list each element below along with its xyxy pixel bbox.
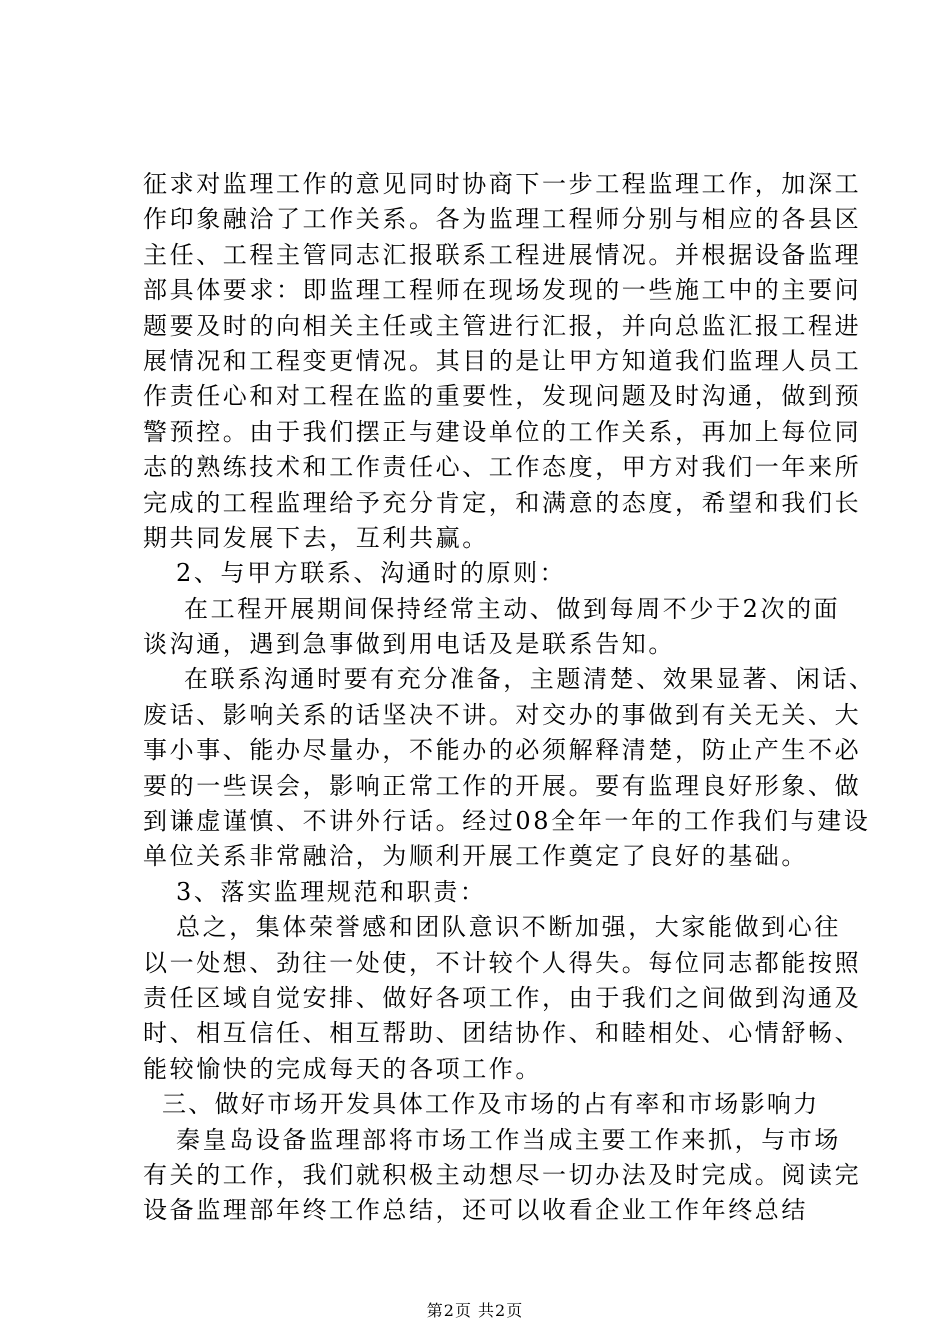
paragraph-line: 要的一些误会，影响正常工作的开展。要有监理良好形象、做 — [143, 771, 862, 800]
paragraph-line: 题要及时的向相关主任或主管进行汇报，并向总监汇报工程进 — [143, 311, 862, 340]
paragraph-line: 有关的工作，我们就积极主动想尽一切办法及时完成。阅读完 — [143, 1160, 862, 1189]
paragraph-line: 征求对监理工作的意见同时协商下一步工程监理工作，加深工 — [143, 170, 862, 198]
paragraph-line: 展情况和工程变更情况。其目的是让甲方知道我们监理人员工 — [143, 346, 862, 375]
paragraph-line: 部具体要求：即监理工程师在现场发现的一些施工中的主要问 — [143, 276, 862, 305]
section-heading: 2、与甲方联系、沟通时的原则： — [176, 559, 567, 588]
paragraph-line: 秦皇岛设备监理部将市场工作当成主要工作来抓，与市场 — [176, 1125, 841, 1154]
paragraph-line: 完成的工程监理给予充分肯定，和满意的态度，希望和我们长 — [143, 488, 862, 517]
paragraph-line: 责任区域自觉安排、做好各项工作，由于我们之间做到沟通及 — [143, 983, 862, 1012]
paragraph-line: 事小事、能办尽量办，不能办的必须解释清楚，防止产生不必 — [143, 736, 862, 765]
paragraph-line: 在工程开展期间保持经常主动、做到每周不少于2次的面 — [184, 594, 841, 623]
section-heading: 三、做好市场开发具体工作及市场的占有率和市场影响力 — [162, 1090, 820, 1119]
paragraph-line: 警预控。由于我们摆正与建设单位的工作关系，再加上每位同 — [143, 417, 862, 446]
paragraph-line: 以一处想、劲往一处使，不计较个人得失。每位同志都能按照 — [143, 948, 862, 977]
paragraph-line: 在联系沟通时要有充分准备，主题清楚、效果显著、闲话、 — [184, 665, 876, 694]
document-body — [143, 167, 876, 1229]
paragraph-line: 时、相互信任、相互帮助、团结协作、和睦相处、心情舒畅、 — [143, 1019, 862, 1048]
paragraph-line: 作责任心和对工程在监的重要性，发现问题及时沟通，做到预 — [143, 382, 862, 411]
paragraph-line: 主任、工程主管同志汇报联系工程进展情况。并根据设备监理 — [143, 240, 862, 269]
section-heading: 3、落实监理规范和职责： — [176, 877, 487, 906]
paragraph-line: 志的熟练技术和工作责任心、工作态度，甲方对我们一年来所 — [143, 453, 862, 482]
page-number-footer: 第2页 共2页 — [426, 1301, 524, 1320]
paragraph-line: 总之，集体荣誉感和团队意识不断加强，大家能做到心往 — [176, 913, 841, 942]
paragraph-line: 能较愉快的完成每天的各项工作。 — [143, 1054, 542, 1083]
paragraph-line: 到谦虚谨慎、不讲外行话。经过08全年一年的工作我们与建设 — [143, 807, 871, 836]
paragraph-line: 设备监理部年终工作总结，还可以收看企业工作年终总结 — [143, 1196, 808, 1225]
paragraph-line: 作印象融洽了工作关系。各为监理工程师分别与相应的各县区 — [143, 205, 862, 234]
paragraph-line: 谈沟通，遇到急事做到用电话及是联系告知。 — [143, 630, 675, 659]
paragraph-line: 单位关系非常融洽，为顺利开展工作奠定了良好的基础。 — [143, 842, 808, 871]
paragraph-line: 期共同发展下去，互利共赢。 — [143, 523, 489, 552]
paragraph-line: 废话、影响关系的话坚决不讲。对交办的事做到有关无关、大 — [143, 700, 862, 729]
